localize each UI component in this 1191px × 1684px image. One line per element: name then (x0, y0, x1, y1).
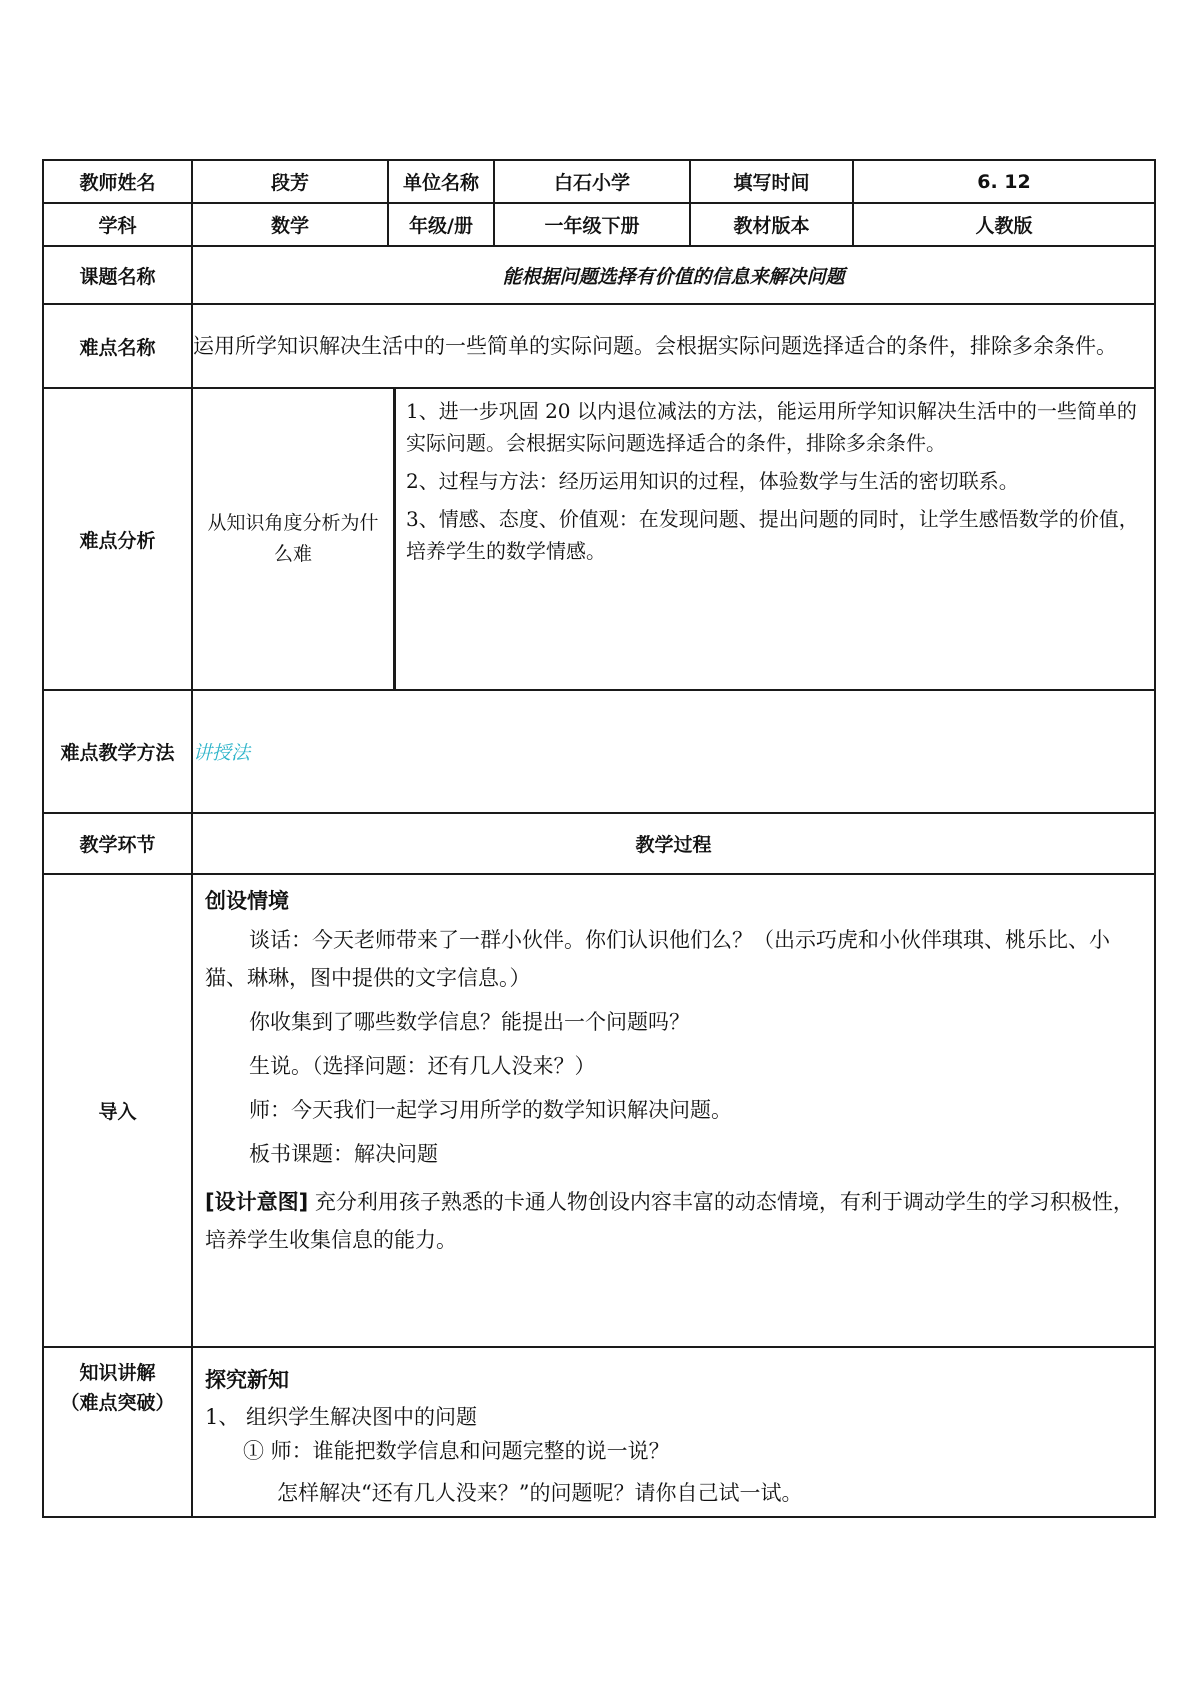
analysis-reason: 从知识角度分析为什么难 (207, 512, 379, 565)
edition-label: 教材版本 (690, 203, 853, 246)
knowledge-row (43, 1347, 1155, 1517)
intro-content (192, 874, 1155, 1347)
knowledge-subitem: 怎样解决“还有几人没来？”的问题呢？请你自己试一试。 (277, 1481, 803, 1505)
method-row (43, 690, 1155, 813)
teacher-value: 段芳 (192, 160, 388, 203)
lesson-plan-sheet (42, 159, 1154, 1518)
stage-label: 教学环节 (43, 813, 192, 874)
date-label: 填写时间 (690, 160, 853, 203)
analysis-row (43, 388, 1155, 690)
process-header-row (43, 813, 1155, 874)
topic-row (43, 246, 1155, 304)
design-tag: [设计意图] (205, 1190, 309, 1214)
subject-label: 学科 (43, 203, 192, 246)
intro-line: 板书课题：解决问题 (249, 1142, 438, 1166)
header-row-1 (43, 160, 1155, 203)
analysis-label: 难点分析 (43, 388, 192, 690)
knowledge-label (43, 1347, 192, 1517)
design-intent (205, 1183, 1142, 1259)
topic-label: 课题名称 (43, 246, 192, 304)
knowledge-item: 1、 组织学生解决图中的问题 (205, 1405, 478, 1429)
intro-line: 师：今天我们一起学习用所学的数学知识解决问题。 (249, 1098, 732, 1122)
unit-label: 单位名称 (388, 160, 494, 203)
process-label: 教学过程 (192, 813, 1155, 874)
difficulty-label: 难点名称 (43, 304, 192, 388)
difficulty-row (43, 304, 1155, 388)
goal-item: 2、过程与方法：经历运用知识的过程，体验数学与生活的密切联系。 (406, 469, 1019, 493)
knowledge-heading: 探究新知 (205, 1367, 289, 1392)
topic-title: 能根据问题选择有价值的信息来解决问题 (192, 246, 1155, 304)
unit-value: 白石小学 (494, 160, 690, 203)
intro-heading: 创设情境 (205, 888, 289, 913)
goal-item: 3、情感、态度、价值观：在发现问题、提出问题的同时，让学生感悟数学的价值，培养学生的数学情感。 (406, 507, 1139, 563)
intro-label: 导入 (43, 874, 192, 1347)
design-text: 充分利用孩子熟悉的卡通人物创设内容丰富的动态情境，有利于调动学生的学习积极性，培养学生收集信息的能力。 (205, 1190, 1134, 1252)
knowledge-label-line1: 知识讲解 (79, 1362, 156, 1384)
grade-value: 一年级下册 (494, 203, 690, 246)
intro-line: 谈话：今天老师带来了一群小伙伴。你们认识他们么？（出示巧虎和小伙伴琪琪、桃乐比、小猫、琳琳，图中提供的文字信息。） (205, 928, 1110, 990)
date-value: 6. 12 (853, 160, 1155, 203)
subject-value: 数学 (192, 203, 388, 246)
method-label: 难点教学方法 (43, 690, 192, 813)
edition-value: 人教版 (853, 203, 1155, 246)
method-value: 讲授法 (192, 690, 1155, 813)
intro-line: 你收集到了哪些数学信息？能提出一个问题吗？ (249, 1010, 690, 1034)
intro-line: 生说。（选择问题：还有几人没来？） (249, 1054, 596, 1078)
grade-label: 年级/册 (388, 203, 494, 246)
analysis-cell (192, 388, 1155, 690)
difficulty-text: 运用所学知识解决生活中的一些简单的实际问题。会根据实际问题选择适合的条件，排除多余条件。 (192, 304, 1155, 388)
knowledge-content (192, 1347, 1155, 1517)
lesson-plan-table (42, 159, 1156, 1518)
analysis-goals (393, 389, 1154, 689)
goal-item: 1、进一步巩固 20 以内退位减法的方法，能运用所学知识解决生活中的一些简单的实际问题。会根据实际问题选择适合的条件，排除多余条件。 (406, 399, 1137, 455)
header-row-2 (43, 203, 1155, 246)
intro-row (43, 874, 1155, 1347)
knowledge-subitem: ① 师：谁能把数学信息和问题完整的说一说？ (243, 1439, 670, 1463)
teacher-label: 教师姓名 (43, 160, 192, 203)
knowledge-label-line2: （难点突破） (60, 1392, 175, 1414)
